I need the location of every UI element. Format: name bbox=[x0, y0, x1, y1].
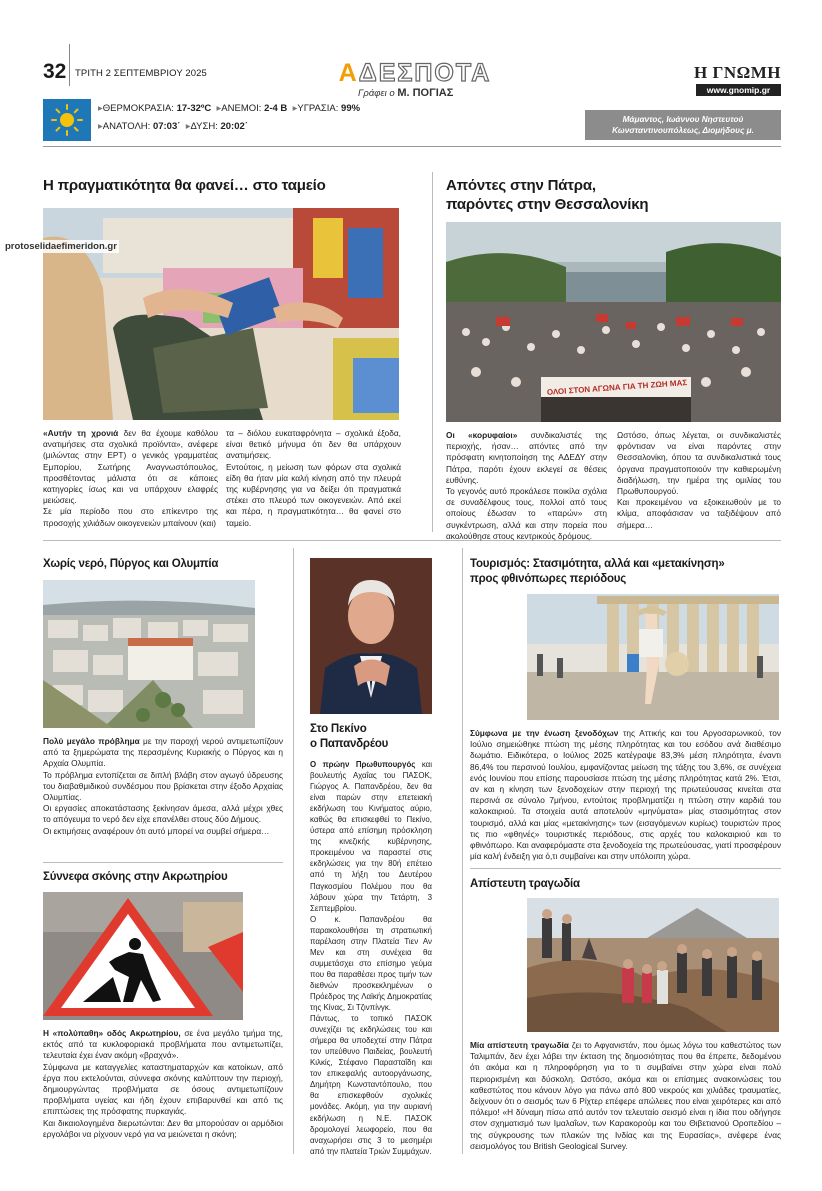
a2-title-line1: Απόντες στην Πάτρα, bbox=[446, 177, 596, 194]
a6-title-line2: προς φθινόπωρες περιόδους bbox=[470, 573, 627, 585]
a2-title bbox=[446, 176, 781, 214]
a6-p1: της Αττικής και του Αργοσαρωνικού, τον Ιούλιο σημειώθηκε πτώση της μέσης πληρότητας και του εσόδου ανά διαθέσιμο δωμάτιο. Ειδικότερα, ο Ιούλιος 2025 κατέγραψε 83,3% μέση πληρότητα, έναντι 86,4% του περσινού Ιουλίου, εμφανίζοντας μείωση της τάξης του 3,6%, σε συνέχεια ενός Ιουνίου που επίσης παρουσίασε πτώση της μέσης πληρότητας κατά 2%. Έτσι, αν και η κίνηση των ξενοδοχείων στην περιοχή της πρωτεύουσας κινείται στα περσινά σε σύνολο 7μήνου, εντούτοις προβληματίζει η πτώση στην καρδιά του καλοκαιριού. Τα στοιχεία αυτά αποτελούν «μηνύματα» μίας στασιμότητας στον τουρισμό, αλλά και μίας «μετακίνησης» των (εισαγόμενων κυρίως) τουριστών προς τις πιο «φθηνές» τουριστικές περιόδους, στις αρχές του καλοκαιριού και το φθινόπωρο. Και αναφερόμαστε στα ξενοδοχεία της πρωτεύουσας, γιατί προσφέρουν μία καλή ένδειξη για ό,τι συμβαίνει και στην υπόλοιπη χώρα. bbox=[470, 728, 781, 862]
column-title-accent bbox=[339, 63, 353, 81]
header-rule bbox=[43, 146, 781, 147]
a4-title: Σύννεφα σκόνης στην Ακρωτηρίου bbox=[43, 871, 228, 883]
a2-col2 bbox=[617, 430, 781, 531]
sunrise-value: 07:03΄ bbox=[152, 121, 181, 132]
a2-banner-text: ΟΛΟΙ ΣΤΟΝ ΑΓΩΝΑ ΓΙΑ ΤΗ ΖΩΗ ΜΑΣ bbox=[546, 378, 688, 397]
a5-photo-papandreou bbox=[310, 558, 432, 714]
a2-col2b: Και προκειμένου να εξοικειωθούν με το κλίμα, αποφάσισαν να ταξιδέψουν από σήμερα… bbox=[617, 497, 781, 530]
a7-lead: Μία απίστευτη τραγωδία bbox=[470, 1040, 569, 1050]
temp-label: ΘΕΡΜΟΚΡΑΣΙΑ: bbox=[102, 103, 174, 114]
a5-p1: και βουλευτής Αχαΐας του ΠΑΣΟΚ, Γιώργος Α. Παπανδρέου, δεν θα είναι παρών στην επετειακή εκδήλωση του Κινήματος αύριο, καθώς θα επισκεφθεί το Πεκίνο, ύστερα από επίσημη πρόσκληση της κινεζικής κυβέρνησης, προκειμένου να παραστεί στις εκδηλώσεις για την 80ή επέτειο από τη λήξη του Δευτέρου Παγκοσμίου Πολέμου που θα λάβουν χώρα την Τετάρτη, 3 Σεπτεμβρίου. bbox=[310, 760, 432, 913]
a6-title bbox=[470, 557, 781, 587]
a5-title-line1: Στο Πεκίνο bbox=[310, 723, 367, 735]
a4-p3: Και δικαιολογημένα διερωτώνται: Δεν θα μπορούσαν οι αρμόδιοι εργολάβοι να ρίχνουν νερό για να μειώνεται η σκόνη; bbox=[43, 1117, 283, 1139]
weather-line-2: ▸ΑΝΑΤΟΛΗ: 07:03΄ ▸ΔΥΣΗ: 20:02΄ bbox=[98, 121, 248, 132]
a1-col2-text: τα – διόλου ευκαταφρόνητα – σχολικά έξοδα, είναι θετικό μήνυμα ότι δεν θα υπάρχουν ανατιμήσεις. bbox=[226, 428, 401, 461]
byline-prefix: Γράφει ο bbox=[358, 88, 395, 99]
header-divider bbox=[69, 44, 70, 86]
a4-photo-roadwork-sign bbox=[43, 892, 243, 1020]
a5-lead: Ο πρώην Πρωθυπουργός bbox=[310, 760, 416, 769]
a3-p4: Οι εκτιμήσεις αναφέρουν ότι αυτό μπορεί να συμβεί σήμερα… bbox=[43, 825, 270, 836]
namedays-box bbox=[585, 110, 781, 140]
paper-url[interactable]: www.gnomip.gr bbox=[696, 84, 781, 96]
sunset-value: 20:02΄ bbox=[220, 121, 248, 132]
a3-p3: Οι εργασίες αποκατάστασης ξεκίνησαν άμεσα, αλλά μέχρι χθες το απόγευμα το νερό δεν είχε επανέλθει στους δύο Δήμους. bbox=[43, 803, 283, 825]
a5-p2: Ο κ. Παπανδρέου θα παρακολουθήσει τη στρατιωτική παρέλαση στην Πλατεία Τιεν Αν Μεν και στη συνέχεια θα συμμετάσχει στο επίσημο γεύμα που θα παραθέσει προς τιμήν των διεθνών προσκεκλημένων ο Πρόεδρος της Λαϊκής Δημοκρατίας της Κίνας, Σι Τζινπίνγκ. bbox=[310, 914, 432, 1013]
a2-lead: Οι «κορυφαίοι» bbox=[446, 430, 518, 440]
a3-p1: με την παροχή νερού αντιμετωπίζουν από τα ξημερώματα της περασμένης Κυριακής ο Πύργος και η Αρχαία Ολυμπία. bbox=[43, 736, 283, 769]
byline-name: Μ. ΠΟΓΙΑΣ bbox=[397, 87, 454, 99]
sun-icon bbox=[43, 99, 91, 141]
column-title bbox=[335, 60, 495, 86]
column-title-initial: Α bbox=[338, 59, 359, 87]
a6-lead: Σύμφωνα με την ένωση ξενοδόχων bbox=[470, 728, 619, 738]
a6-body bbox=[470, 728, 781, 862]
a3-body bbox=[43, 736, 283, 837]
a1-title: Η πραγματικότητα θα φανεί… στο ταμείο bbox=[43, 177, 326, 194]
a4-lead: Η «πολύπαθη» οδός Ακρωτηρίου, bbox=[43, 1028, 181, 1038]
a4-p1: σε ένα μεγάλο τμήμα της, εκτός από τα κυκλοφοριακά προβλήματα που αντιμετωπίζει, τελευταία έχει έναν ακόμη «βραχνά». bbox=[43, 1028, 283, 1061]
row-separator bbox=[43, 540, 781, 541]
temp-value: 17-32ºC bbox=[176, 103, 212, 114]
humidity-value: 99% bbox=[341, 103, 361, 114]
column-title-rest: ΔΕΣΠΟΤΑ bbox=[358, 59, 492, 87]
column-separator-top bbox=[432, 172, 433, 532]
page-number: 32 bbox=[43, 60, 67, 83]
a5-body bbox=[310, 759, 432, 1157]
a2-col1b: Το γεγονός αυτό προκάλεσε ποικίλα σχόλια σε συναδέλφους τους, πολλοί από τους οποίους έδωσαν το «παρών» στη συγκέντρωση, αλλά και στην πορεία που ακολούθησε στους κεντρικούς δρόμους. bbox=[446, 486, 607, 541]
a7-body bbox=[470, 1040, 781, 1152]
a2-col1-text: συνδικαλιστές της περιοχής, ήσαν… απόντες από την πρόσφατη κινητοποίηση της ΑΔΕΔΥ στην Πάτρα, παρότι έχουν εκλεγεί σε θέσεις ευθύνης. bbox=[446, 430, 607, 485]
a4-p2: Σύμφωνα με καταγγελίες καταστηματαρχών και κατοίκων, από έργα που εκτελούνται, σύννεφα σκόνης καλύπτουν την περιοχή, δημιουργώντας προβλήματα σε όσους αντιμετωπίζουν προβλήματα υγείας και ήδη έχουν επιβαρυνθεί και από τις επιπτώσεις της πρόσφατης πυρκαγιάς. bbox=[43, 1061, 283, 1117]
sunset-label: ΔΥΣΗ: bbox=[190, 121, 218, 132]
a7-photo-earthquake-rescue bbox=[527, 898, 779, 1032]
a6-photo-acropolis-tourists bbox=[527, 594, 779, 720]
a5-title bbox=[310, 722, 432, 752]
a5-title-line2: ο Παπανδρέου bbox=[310, 738, 389, 750]
weather-sun-box bbox=[43, 99, 91, 141]
a1-col1b: Σε μία περίοδο που στο επίκεντρο της προσοχής χιλιάδων οικογενειών μπαίνουν (και) bbox=[43, 506, 218, 528]
column-separator-right bbox=[462, 548, 463, 1154]
issue-date: ΤΡΙΤΗ 2 ΣΕΠΤΕΜΒΡΙΟΥ 2025 bbox=[75, 68, 207, 79]
column-byline bbox=[358, 88, 453, 99]
sunrise-label: ΑΝΑΤΟΛΗ: bbox=[102, 121, 151, 132]
a3-title: Χωρίς νερό, Πύργος και Ολυμπία bbox=[43, 558, 219, 570]
a3-lead: Πολύ μεγάλο πρόβλημα bbox=[43, 736, 140, 746]
a3-photo-town-aerial bbox=[43, 580, 255, 728]
a1-col1 bbox=[43, 428, 218, 529]
a2-title-line2: παρόντες στην Θεσσαλονίκη bbox=[446, 196, 649, 213]
a2-col1 bbox=[446, 430, 607, 542]
a4-body bbox=[43, 1028, 283, 1140]
paper-name: Η ΓΝΩΜΗ bbox=[694, 63, 781, 82]
wind-label: ΑΝΕΜΟΙ: bbox=[221, 103, 262, 114]
wind-value: 2-4 Β bbox=[264, 103, 288, 114]
a1-col1-text: δεν θα έχουμε καθόλου ανατιμήσεις στα σχολικά προϊόντα», ανέφερε (μιλώντας στην ΕΡΤ) ο γενικός γραμματέας Εμπορίου, Σωτήρης Αναγνωστόπουλος, προσθέτοντας μάλιστα ότι σε κάποιες κατηγορίες ίσως και να υπάρχουν ελαφρές μειώσεις. bbox=[43, 428, 218, 506]
namedays-line-2: Κωνσταντινουπόλεως, Διομήδους μ. bbox=[612, 126, 754, 135]
a7-p1: ζει το Αφγανιστάν, που όμως λόγω του καθεστώτος των Ταλιμπάν, δεν έχει λάβει την έκταση της δημοσιότητας που θα έπρεπε, δεδομένου ότι ακόμα και η πληροφόρηση για το τι συμβαίνει στην χώρα είναι πολύ περιορισμένη και δύσκολη. Ωστόσο, ακόμα και οι επίσημες ανακοινώσεις του καθεστώτος που κάνουν λόγο για πάνω από 800 νεκρούς και χιλιάδες τραυματίες, δείχνουν ότι ο σεισμός των 6 Ρίχτερ επέφερε απώλειες που είναι χειρότερες και από πόλεμο! «Η δύναμη πίσω από αυτόν τον τελευταίο σεισμό είναι η ίδια που οδήγησε στον σχηματισμό των Ιμαλαΐων, των Καρακορούμ και του Θιβετιανού Οροπεδίου – της σύγκρουσης των πλακών της Ινδίας και της Ευρασίας», ανέφερε ένας σεισμολόγος του British Geological Survey. bbox=[470, 1040, 781, 1151]
a2-col2-text: Ωστόσο, όπως λέγεται, οι συνδικαλιστές φρόντισαν να είναι παρόντες στην Θεσσαλονίκη, όπου τα συνδικαλιστικά τους όργανα πραγματοποιούν την καθιερωμένη διαδήλωση, την ημέρα της ομιλίας του Πρωθυπουργού. bbox=[617, 430, 781, 497]
a1-col2b: Εντούτοις, η μείωση των φόρων στα σχολικά είδη θα ήταν μία καλή κίνηση από την πλευρά της κυβέρνησης για να δείξει ότι πραγματικά στέκει στο πλευρό των οικογενειών. Από εκεί και πέρα, η πραγματικότητα… θα φανεί στο ταμείο. bbox=[226, 461, 401, 528]
column-separator-left bbox=[293, 548, 294, 1154]
a3-p2: Το πρόβλημα εντοπίζεται σε διπλή βλάβη στον αγωγό ύδρευσης του διαβαθμιδικού συνδέσμου που βρίσκεται στην έξοδο Αρχαίας Ολυμπίας. bbox=[43, 769, 283, 803]
a6-title-line1: Τουρισμός: Στασιμότητα, αλλά και «μετακίνηση» bbox=[470, 558, 725, 570]
a7-title: Απίστευτη τραγωδία bbox=[470, 878, 580, 890]
weather-line-1: ▸ΘΕΡΜΟΚΡΑΣΙΑ: 17-32ºC ▸ΑΝΕΜΟΙ: 2-4 Β ▸ΥΓΡΑΣΙΑ: 99% bbox=[98, 103, 361, 114]
separator-a6-a7 bbox=[470, 868, 781, 869]
a5-p3: Πάντως, το τοπικό ΠΑΣΟΚ συνεχίζει τις εκδηλώσεις του και σήμερα θα υποδεχτεί στην Πάτρα τον υπεύθυνο Παιδείας, βουλευτή Κιλκίς, Στέφανο Παρασταΐδη και τον επικεφαλής αυτοοργάνωσης, Δημήτρη Κωνσταντόπουλο, που θα επισκεφθούν σχολικές μονάδες. Ακόμη, για την αυριανή εκδήλωση η Ν.Ε. ΠΑΣΟΚ δρομολογεί λεωφορείο, που θα αναχωρήσει στις 3 το μεσημέρι από την πλατεία Τριών Συμμάχων. bbox=[310, 1014, 432, 1156]
namedays-line-1: Μάμαντος, Ιωάννου Νηστευτού bbox=[622, 115, 744, 124]
watermark: protoselidaefimeridon.gr bbox=[5, 241, 117, 252]
a1-col2 bbox=[226, 428, 401, 529]
separator-a3-a4 bbox=[43, 862, 283, 863]
humidity-label: ΥΓΡΑΣΙΑ: bbox=[297, 103, 339, 114]
a1-lead: «Αυτήν τη χρονιά bbox=[43, 428, 119, 438]
